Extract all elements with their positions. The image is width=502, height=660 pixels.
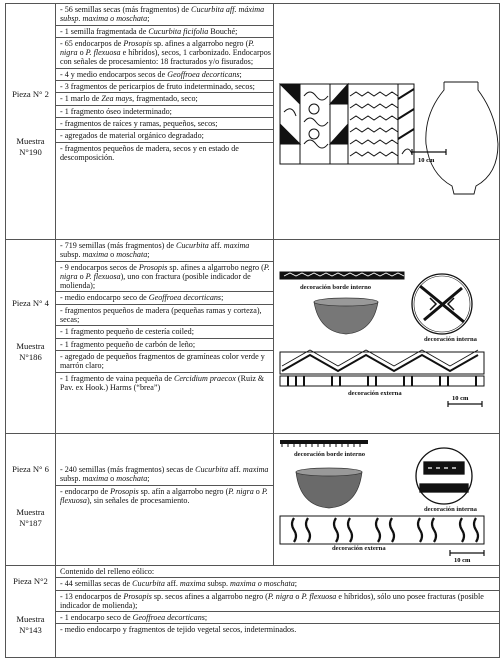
sample-number: N°187 [19,518,42,528]
list-item: - 1 fragmento de vaina pequeña de Cercidium praecox (Ruiz & Pav. ex Hook.) Harms (“brea”) [60,373,265,392]
list-item: - agregados de material orgánico degradado; [56,130,273,142]
contents-cell [56,434,274,566]
list-item: - 13 endocarpos de Prosopis sp. secos afines a algarrobo negro (P. nigra o P. flexuosa e híbridos), sólo uno posee fracturas (posible indicador de molienda); [56,591,499,613]
item-list [56,4,273,163]
list-item: - 1 marlo de Zea mays, fragmentado, seco; [56,93,273,105]
table-row [6,4,500,240]
sample-label: Muestra [16,341,45,351]
list-item: - fragmentos pequeños de madera (pequeñas ramas y corteza), secas; [56,305,273,327]
list-item: - fragmentos de raíces y ramas, pequeños, secos; [56,118,273,130]
samples-table [5,3,500,658]
sample-label: Muestra [16,614,45,624]
figure-cell [274,240,500,434]
list-item: - 719 semillas (más fragmentos) de Cucurbita aff. maxima subsp. maxima o moschata; [56,240,273,262]
item-list [56,578,499,635]
contents-cell [56,4,274,240]
sample-number: N°143 [19,625,42,635]
sample-id-cell [6,240,56,434]
figure-cell [274,4,500,240]
caption-outer-decoration: decoración externa [332,545,386,552]
list-item: - 1 endocarpo seco de Geoffroea decorticans; [56,612,499,624]
piece-label: Pieza N°2 [13,576,48,586]
vessel-drawing-1 [274,4,499,240]
section-heading: Contenido del relleno eólico: [56,566,499,578]
list-item: - 1 semilla fragmentada de Cucurbita ficifolia Bouché; [56,26,273,38]
list-item: - 9 endocarpos secos de Prosopis sp. afines a algarrobo negro (P. nigra o P. flexuosa), uno con fractura (posible indicador de molienda); [56,262,273,293]
list-item: - endocarpo de Prosopis sp. afín a algarrobo negro (P. nigra o P. flexuosa), sin señales de procesamiento. [60,486,268,505]
aeolian-fill-cell [56,566,500,658]
sample-number: N°190 [19,147,42,157]
table-row [6,566,500,658]
caption-rim-decoration: decoración borde interno [294,451,366,458]
sample-label: Muestra [16,136,45,146]
item-list [56,434,273,506]
caption-inner-decoration: decoración interna [424,506,477,513]
caption-outer-decoration: decoración externa [348,390,402,397]
item-list [56,240,273,393]
sample-id-cell [6,434,56,566]
piece-label: Pieza N° 4 [12,298,49,308]
list-item: - 3 fragmentos de pericarpios de fruto indeterminado, secos; [56,81,273,93]
caption-inner-decoration: decoración interna [424,336,477,343]
list-item: - fragmentos pequeños de madera, secos y en estado de descomposición. [60,143,239,162]
scale-label: 10 cm [418,157,435,164]
scale-label: 10 cm [452,395,469,402]
list-item: - 240 semillas (más fragmentos) secas de Cucurbita aff. maxima subsp. maxima o moschata; [56,464,273,486]
piece-label: Pieza N° 6 [12,464,49,474]
sample-id-cell [6,566,56,658]
list-item: - 4 y medio endocarpos secos de Geoffroea decorticans; [56,69,273,81]
list-item: - 1 fragmento pequeño de carbón de leño; [56,339,273,351]
sample-label: Muestra [16,507,45,517]
piece-label: Pieza N° 2 [12,89,49,99]
table-row [6,434,500,566]
sample-id-cell [6,4,56,240]
list-item: - 56 semillas secas (más fragmentos) de Cucurbita aff. máxima subsp. maxima o moschata; [56,4,273,26]
caption-rim-decoration: decoración borde interno [300,284,372,291]
list-item: - agregado de pequeños fragmentos de gramíneas color verde y marrón claro; [56,351,273,373]
sample-number: N°186 [19,352,42,362]
table-row [6,240,500,434]
list-item: - 44 semillas secas de Cucurbita aff. maxima subsp. maxima o moschata; [56,578,499,590]
list-item: - medio endocarpo seco de Geoffroea decorticans; [56,292,273,304]
figure-cell [274,434,500,566]
list-item: - 1 fragmento óseo indeterminado; [56,106,273,118]
scale-label: 10 cm [454,557,471,564]
list-item: - medio endocarpo y fragmentos de tejido vegetal secos, indeterminados. [60,625,297,635]
list-item: - 1 fragmento pequeño de cestería coiled; [56,326,273,338]
list-item: - 65 endocarpos de Prosopis sp. afines a algarrobo negro (P. nigra o P. flexuosa e híbridos), secos, 1 carbonizado. Endocarpos con señales de procesamiento: 18 fracturados y/o fisurados; [56,38,273,69]
contents-cell [56,240,274,434]
